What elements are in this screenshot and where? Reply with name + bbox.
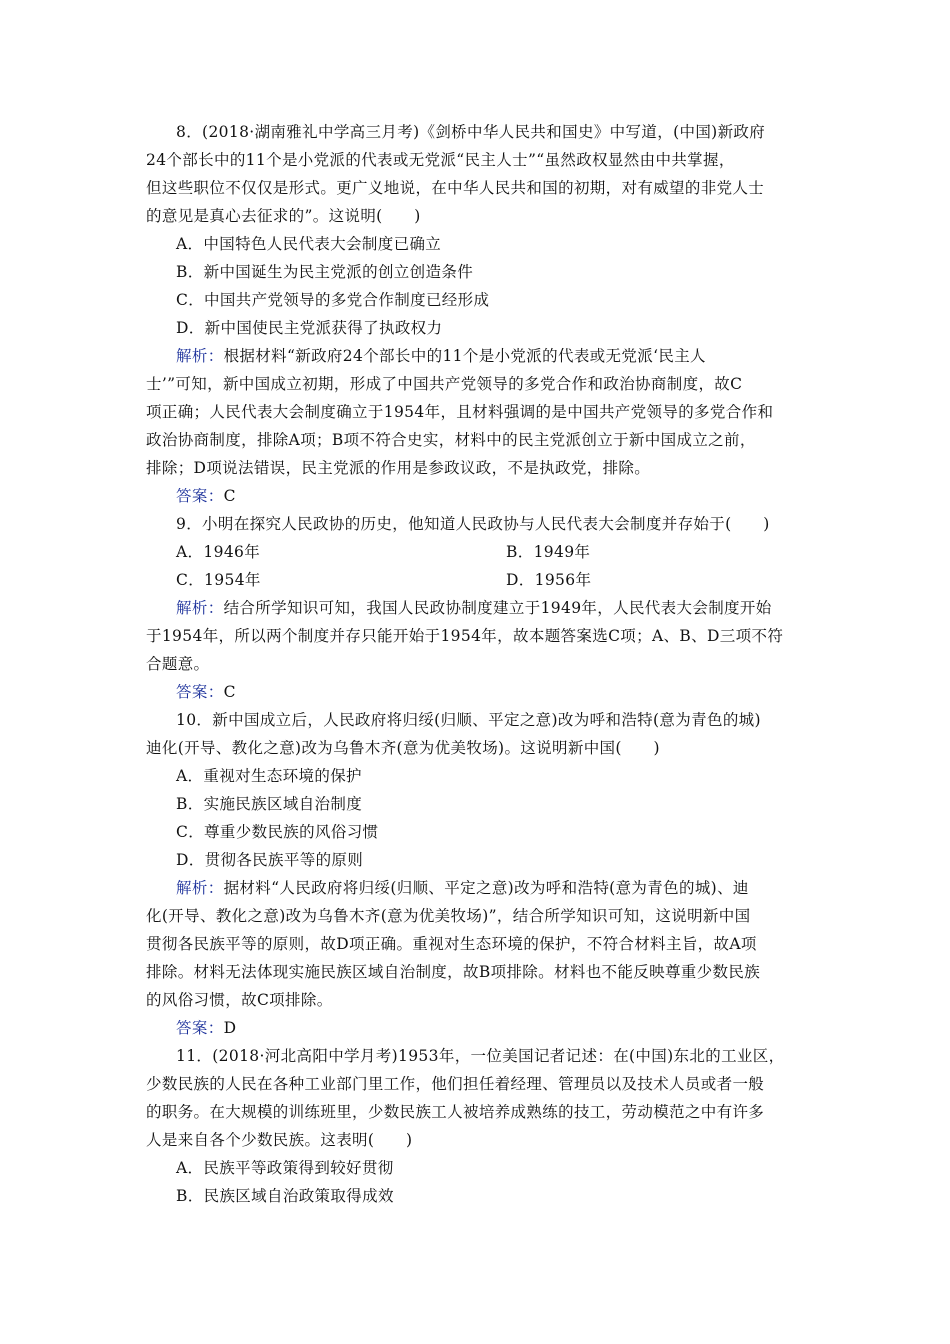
option-b: B．1949年	[506, 543, 591, 561]
document-page	[146, 118, 810, 1210]
option-a: A．重视对生态环境的保护	[176, 767, 362, 785]
answer-value: C	[223, 683, 236, 701]
option-row	[146, 538, 810, 566]
option-b: B．新中国诞生为民主党派的创立创造条件	[176, 263, 474, 281]
analysis-line: 士’”可知，新中国成立初期，形成了中国共产党领导的多党合作和政治协商制度，故C	[146, 375, 743, 393]
question-stem-line: 8．(2018·湖南雅礼中学高三月考)《剑桥中华人民共和国史》中写道，(中国)新政府	[176, 123, 766, 141]
analysis-line: 贯彻各民族平等的原则，故D项正确。重视对生态环境的保护，不符合材料主旨，故A项	[146, 935, 757, 953]
option-row	[146, 566, 810, 594]
option-c: C．尊重少数民族的风俗习惯	[176, 823, 379, 841]
analysis-line: 政治协商制度，排除A项；B项不符合史实，材料中的民主党派创立于新中国成立之前，	[146, 431, 756, 449]
answer-label: 答案：	[176, 683, 224, 701]
question-stem-line: 9．小明在探究人民政协的历史，他知道人民政协与人民代表大会制度并存始于( )	[176, 515, 770, 533]
analysis-line: 项正确；人民代表大会制度确立于1954年，且材料强调的是中国共产党领导的多党合作和	[146, 403, 774, 421]
answer-line	[146, 1014, 810, 1042]
analysis-label: 解析：	[176, 599, 224, 617]
question-stem-line: 少数民族的人民在各种工业部门里工作，他们担任着经理、管理员以及技术人员或者一般	[146, 1075, 765, 1093]
option-d: D．新中国使民主党派获得了执政权力	[176, 319, 443, 337]
option-c: C．中国共产党领导的多党合作制度已经形成	[176, 291, 490, 309]
analysis-label: 解析：	[176, 347, 224, 365]
analysis-line	[146, 342, 810, 370]
question-stem-line: 的意见是真心去征求的”。这说明( )	[146, 207, 421, 225]
analysis-label: 解析：	[176, 879, 224, 897]
answer-label: 答案：	[176, 1019, 224, 1037]
answer-line	[146, 678, 810, 706]
analysis-text: 结合所学知识可知，我国人民政协制度建立于1949年，人民代表大会制度开始	[223, 599, 772, 617]
option-a: A．1946年	[176, 543, 261, 561]
answer-label: 答案：	[176, 487, 224, 505]
option-d: D．1956年	[506, 571, 592, 589]
analysis-line: 的风俗习惯，故C项排除。	[146, 991, 333, 1009]
option-b: B．实施民族区域自治制度	[176, 795, 363, 813]
question-stem-line: 但这些职位不仅仅是形式。更广义地说，在中华人民共和国的初期，对有威望的非党人士	[146, 179, 765, 197]
analysis-line: 合题意。	[146, 655, 210, 673]
answer-value: C	[223, 487, 236, 505]
question-stem-line: 迪化(开导、教化之意)改为乌鲁木齐(意为优美牧场)。这说明新中国( )	[146, 739, 660, 757]
question-9	[146, 510, 810, 706]
question-stem-line: 人是来自各个少数民族。这表明( )	[146, 1131, 413, 1149]
question-stem-line: 10．新中国成立后，人民政府将归绥(归顺、平定之意)改为呼和浩特(意为青色的城)	[176, 711, 761, 729]
option-c: C．1954年	[176, 571, 261, 589]
option-d: D．贯彻各民族平等的原则	[176, 851, 364, 869]
option-a: A．民族平等政策得到较好贯彻	[176, 1159, 394, 1177]
analysis-text: 根据材料“新政府24个部长中的11个是小党派的代表或无党派‘民主人	[223, 347, 706, 365]
answer-line	[146, 482, 810, 510]
analysis-line: 排除；D项说法错误，民主党派的作用是参政议政，不是执政党，排除。	[146, 459, 651, 477]
option-b: B．民族区域自治政策取得成效	[176, 1187, 394, 1205]
question-8	[146, 118, 810, 510]
question-stem-line: 11．(2018·河北高阳中学月考)1953年，一位美国记者记述：在(中国)东北的工业区，	[176, 1047, 785, 1065]
analysis-line: 排除。材料无法体现实施民族区域自治制度，故B项排除。材料也不能反映尊重少数民族	[146, 963, 761, 981]
question-stem-line: 的职务。在大规模的训练班里，少数民族工人被培养成熟练的技工，劳动模范之中有许多	[146, 1103, 765, 1121]
answer-value: D	[223, 1019, 237, 1037]
question-10	[146, 706, 810, 1042]
option-a: A．中国特色人民代表大会制度已确立	[176, 235, 442, 253]
question-11	[146, 1042, 810, 1210]
analysis-line	[146, 874, 810, 902]
analysis-line	[146, 594, 810, 622]
analysis-text: 据材料“人民政府将归绥(归顺、平定之意)改为呼和浩特(意为青色的城)、迪	[223, 879, 749, 897]
question-stem-line: 24个部长中的11个是小党派的代表或无党派“民主人士”“虽然政权显然由中共掌握，	[146, 151, 735, 169]
analysis-line: 化(开导、教化之意)改为乌鲁木齐(意为优美牧场)”，结合所学知识可知，这说明新中国	[146, 907, 751, 925]
analysis-line: 于1954年，所以两个制度并存只能开始于1954年，故本题答案选C项；A、B、D三项不符	[146, 627, 784, 645]
